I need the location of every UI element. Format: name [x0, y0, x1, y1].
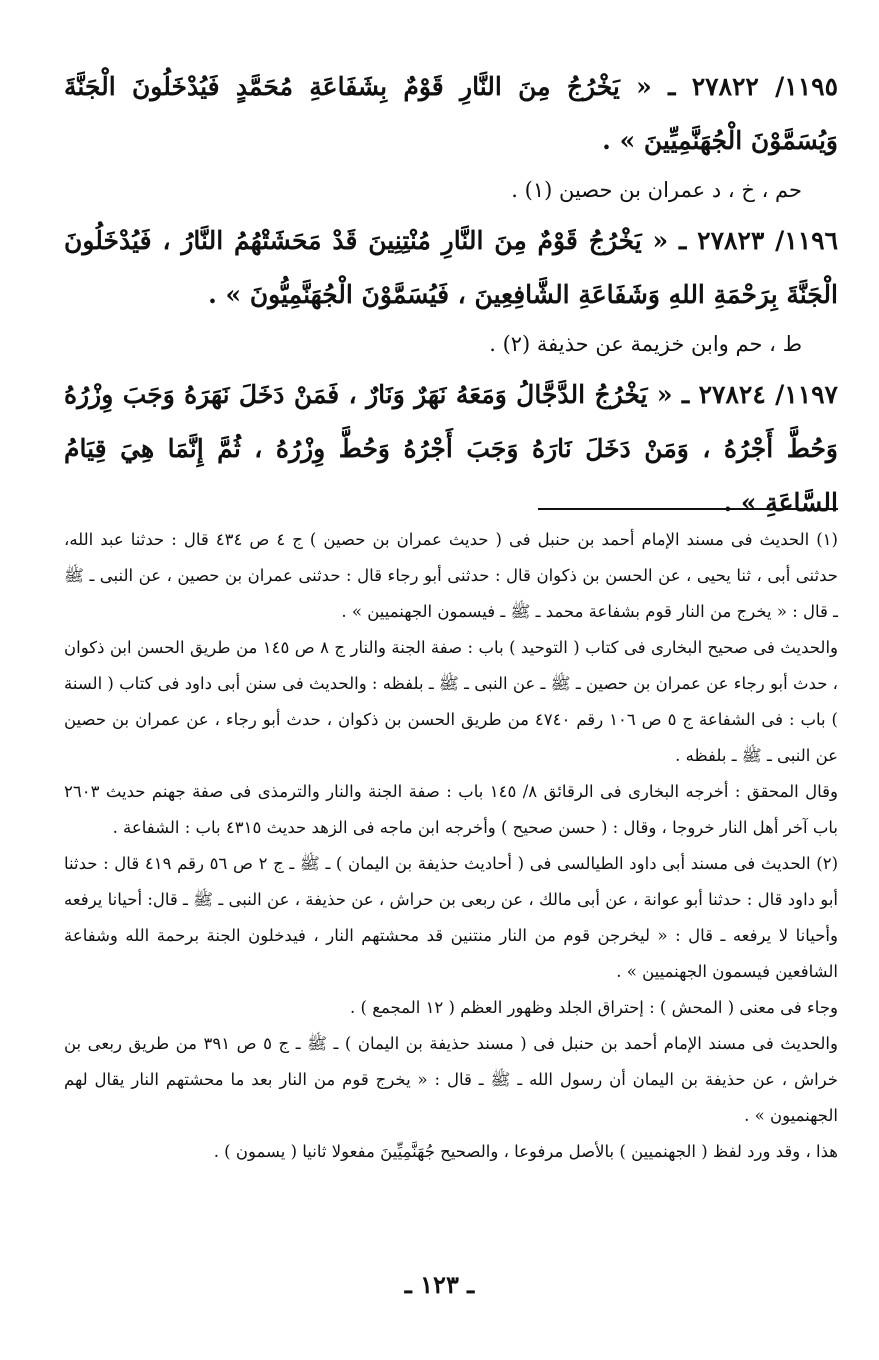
footnote-2-para-1: (٢) الحديث فى مسند أبى داود الطيالسى فى ( أحاديث حذيفة بن اليمان ) ـ ﷺ ـ ج ٢ ص ٥٦ رقم ٤١٩ قال : حدثنا أبو داود قال : حدثنا أبو عوانة ، عن أبى مالك ، عن ربعى بن حراش ، عن حذيفة ، عن النبى ـ ﷺ ـ قال: أحيانا يرفعه وأحيانا لا يرفعه ـ قال : « ليخرجن قوم من النار منتنين قد محشتهم النار ، فيدخلون الجنة برحمة الله وشفاعة الشافعين فيسمون الجهنميين » .: [64, 854, 838, 981]
hadith-1197: ١١٩٧/ ٢٧٨٢٤ ـ « يَخْرُجُ الدَّجَّالُ وَمَعَهُ نَهَرٌ وَنَارٌ ، فَمَنْ دَخَلَ نَهَرَهُ وَجَبَ وِزْرُهُ وَحُطَّ أَجْرُهُ ، وَمَنْ دَخَلَ نَارَهُ وَجَبَ أَجْرُهُ وَحُطَّ وِزْرُهُ ، ثُمَّ إِنَّمَا هِيَ قِيَامُ السَّاعَةِ » .: [64, 380, 838, 517]
footnote-1-para-1: (١) الحديث فى مسند الإمام أحمد بن حنبل فى ( حديث عمران بن حصين ) ج ٤ ص ٤٣٤ قال : حدثنا عبد الله، حدثنى أبى ، ثنا يحيى ، عن الحسن بن ذكوان قال : حدثنى أبو رجاء قال : حدثنى عمران بن حصين ، عن النبى ـ ﷺ ـ قال : « يخرج من النار قوم بشفاعة محمد ـ ﷺ ـ فيسمون الجهنميين » .: [64, 530, 838, 621]
footnote-2-para-3: والحديث فى مسند الإمام أحمد بن حنبل فى ( مسند حذيفة بن اليمان ) ـ ﷺ ـ ج ٥ ص ٣٩١ من طريق ربعى بن خراش ، عن حذيفة بن اليمان أن رسول الله ـ ﷺ ـ قال : « يخرج قوم من النار بعد ما محشتهم النار يقال لهم الجهنميون » .: [64, 1034, 838, 1125]
document-page: [64, 60, 838, 1300]
footnote-1-para-3: وقال المحقق : أخرجه البخارى فى الرقائق ٨/ ١٤٥ باب : صفة الجنة والنار والترمذى فى صفة جهنم حديث ٢٦٠٣ باب آخر أهل النار خروجا ، وقال : ( حسن صحيح ) وأخرجه ابن ماجه فى الزهد حديث ٤٣١٥ باب : الشفاعة .: [64, 782, 839, 837]
page-number: ـ ١٢٣ ـ: [404, 1270, 475, 1299]
hadith-1195: ١١٩٥/ ٢٧٨٢٢ ـ « يَخْرُجُ مِنَ النَّارِ قَوْمٌ بِشَفَاعَةِ مُحَمَّدٍ فَيُدْخَلُونَ الْجَنَّةَ وَيُسَمَّوْنَ الْجُهَنَّمِيِّينَ » .: [64, 72, 839, 155]
hadith-1196: ١١٩٦/ ٢٧٨٢٣ ـ « يَخْرُجُ قَوْمٌ مِنَ النَّارِ مُنْتِنِينَ قَدْ مَحَشَتْهُمُ النَّارُ ، فَيُدْخَلُونَ الْجَنَّةَ بِرَحْمَةِ اللهِ وَشَفَاعَةِ الشَّافِعِينَ ، فَيُسَمَّوْنَ الْجُهَنَّمِيُّونَ » .: [64, 226, 838, 309]
footnote-2-para-2: وجاء فى معنى ( المحش ) : إحتراق الجلد وظهور العظم ( ١٢ المجمع ) .: [350, 998, 838, 1017]
footnote-1-para-2: والحديث فى صحيح البخارى فى كتاب ( التوحيد ) باب : صفة الجنة والنار ج ٨ ص ١٤٥ من طريق الحسن ابن ذكوان ، حدث أبو رجاء عن عمران بن حصين ـ ﷺ ـ عن النبى ـ ﷺ ـ بلفظه : والحديث فى سنن أبى داود فى كتاب ( السنة ) باب : فى الشفاعة ج ٥ ص ١٠٦ رقم ٤٧٤٠ من طريق الحسن بن ذكوان ، حدث أبو رجاء ، عن عمران بن حصين عن النبى ـ ﷺ ـ بلفظه .: [64, 638, 838, 765]
hadith-section: [64, 60, 838, 530]
hadith-1196-source: ط ، حم وابن خزيمة عن حذيفة (٢) .: [489, 332, 802, 356]
footnote-divider: [538, 508, 838, 510]
hadith-1195-source: حم ، خ ، د عمران بن حصين (١) .: [511, 178, 802, 202]
footnote-2-para-4: هذا ، وقد ورد لفظ ( الجهنميين ) بالأصل مرفوعا ، والصحيح جُهَنَّمِيِّينَ مفعولا ثانيا ( يسمون ) .: [213, 1142, 838, 1161]
footnotes-section: [64, 522, 838, 1170]
